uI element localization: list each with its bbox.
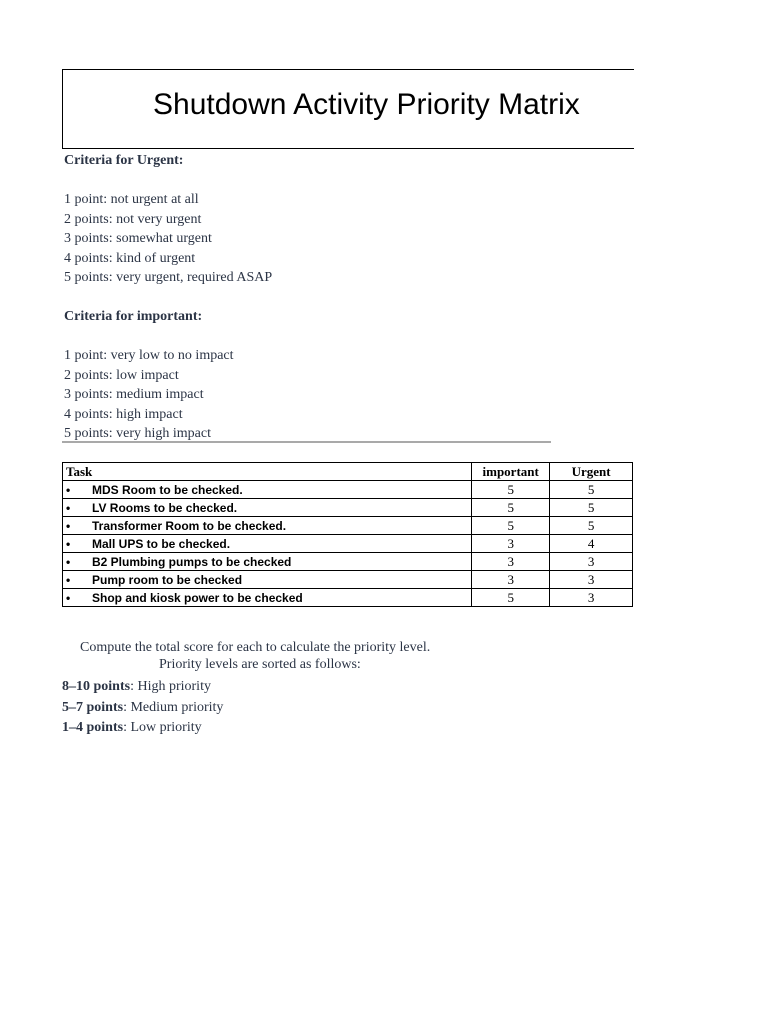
task-name: B2 Plumbing pumps to be checked [92, 554, 292, 569]
task-cell [63, 571, 472, 589]
task-name: Shop and kiosk power to be checked [92, 590, 303, 605]
urgent-score: 5 [550, 517, 633, 535]
urgent-criteria-section [64, 151, 272, 288]
urgent-criteria-item: 1 point: not urgent at all [64, 192, 199, 207]
urgent-criteria-item: 5 points: very urgent, required ASAP [64, 270, 273, 285]
important-score: 5 [472, 517, 550, 535]
important-criteria-item: 4 points: high impact [64, 406, 183, 422]
important-criteria-item: 1 point: very low to no impact [64, 348, 234, 363]
instructions-line-1: Compute the total score for each to calculate the priority level. [80, 640, 431, 655]
urgent-score: 3 [550, 589, 633, 607]
priority-levels [62, 677, 223, 739]
bullet-icon: • [66, 554, 71, 569]
bullet-icon: • [66, 482, 71, 497]
priority-label: : Low priority [123, 720, 202, 735]
urgent-criteria-item: 2 points: not very urgent [64, 211, 202, 227]
urgent-column-header: Urgent [550, 463, 633, 481]
priority-label: : Medium priority [123, 699, 224, 715]
bullet-icon: • [66, 590, 71, 605]
important-score: 5 [472, 481, 550, 499]
task-cell [63, 499, 472, 517]
priority-range: 1–4 points [62, 720, 124, 735]
urgent-criteria-item: 4 points: kind of urgent [64, 250, 196, 266]
urgent-criteria-heading: Criteria for Urgent: [64, 153, 184, 168]
table-row [63, 499, 633, 517]
important-score: 5 [472, 499, 550, 517]
task-cell [63, 481, 472, 499]
task-name: Transformer Room to be checked. [92, 518, 287, 533]
title-box [62, 69, 634, 149]
priority-level-item [62, 677, 223, 698]
important-score: 3 [472, 553, 550, 571]
divider [62, 441, 551, 443]
important-criteria-item: 5 points: very high impact [64, 426, 211, 441]
important-criteria-section [64, 307, 234, 444]
priority-level-item [62, 718, 223, 739]
table-row [63, 517, 633, 535]
instructions [80, 639, 430, 673]
table-row [63, 571, 633, 589]
important-score: 3 [472, 571, 550, 589]
important-criteria-item: 3 points: medium impact [64, 387, 204, 402]
task-name: MDS Room to be checked. [92, 482, 243, 497]
task-column-header: Task [63, 463, 472, 481]
urgent-score: 4 [550, 535, 633, 553]
urgent-score: 3 [550, 571, 633, 589]
table-row [63, 481, 633, 499]
priority-range: 8–10 points [62, 679, 131, 694]
priority-label: : High priority [130, 679, 211, 694]
priority-range: 5–7 points [62, 699, 124, 715]
table-row [63, 589, 633, 607]
important-criteria-heading: Criteria for important: [64, 309, 203, 324]
priority-table [62, 462, 633, 607]
urgent-score: 3 [550, 553, 633, 571]
page-title: Shutdown Activity Priority Matrix [153, 88, 580, 121]
table-header-row [63, 463, 633, 481]
task-name: Pump room to be checked [92, 572, 243, 587]
important-score: 5 [472, 589, 550, 607]
task-name: LV Rooms to be checked. [92, 500, 238, 515]
bullet-icon: • [66, 500, 71, 515]
priority-level-item [62, 698, 223, 719]
urgent-score: 5 [550, 481, 633, 499]
table-row [63, 535, 633, 553]
important-score: 3 [472, 535, 550, 553]
spacer [64, 171, 272, 191]
instructions-line-2: Priority levels are sorted as follows: [159, 657, 361, 672]
bullet-icon: • [66, 518, 71, 533]
urgent-criteria-item: 3 points: somewhat urgent [64, 231, 212, 246]
task-cell [63, 517, 472, 535]
spacer [64, 327, 234, 347]
task-name: Mall UPS to be checked. [92, 536, 231, 551]
bullet-icon: • [66, 572, 71, 587]
important-column-header: important [472, 463, 550, 481]
task-cell [63, 589, 472, 607]
bullet-icon: • [66, 536, 71, 551]
table-row [63, 553, 633, 571]
task-cell [63, 535, 472, 553]
urgent-score: 5 [550, 499, 633, 517]
important-criteria-item: 2 points: low impact [64, 367, 179, 383]
task-cell [63, 553, 472, 571]
